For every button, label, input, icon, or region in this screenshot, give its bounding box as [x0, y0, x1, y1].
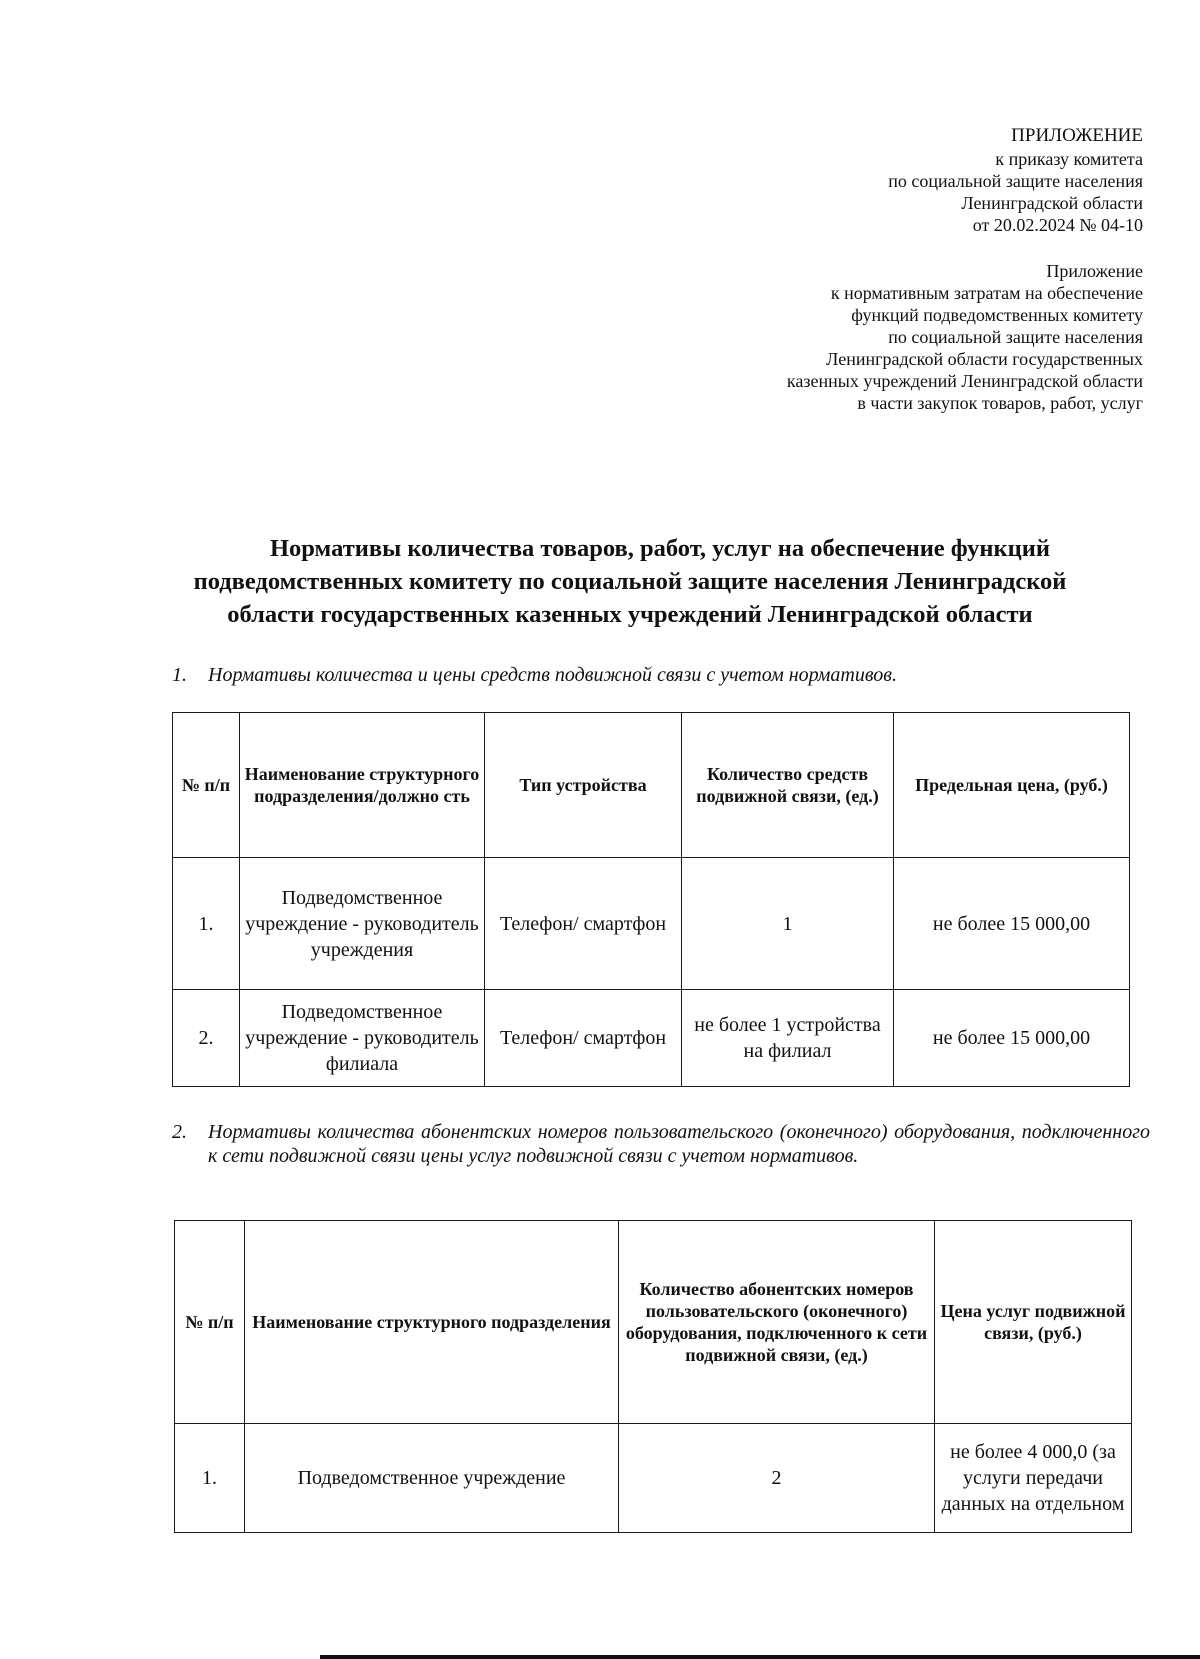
row-number: 2. [173, 990, 240, 1087]
row-number: 1. [175, 1424, 245, 1533]
header-cell: № п/п [175, 1221, 245, 1424]
header-cell: Предельная цена, (руб.) [894, 713, 1130, 858]
approval-line: Ленинградской области [961, 193, 1143, 213]
title-line: Нормативы количества товаров, работ, услуг на обеспечение функций [270, 535, 1050, 562]
section-number: 2. [172, 1121, 187, 1143]
price-cell: не более 15 000,00 [894, 858, 1130, 990]
position-cell: Подведомственное учреждение - руководитель филиала [240, 990, 485, 1087]
device-type-cell: Телефон/ смартфон [485, 990, 682, 1087]
section-text: Нормативы количества и цены средств подвижной связи с учетом нормативов. [208, 664, 897, 686]
annex-line: функций подведомственных комитету [851, 305, 1143, 325]
title-line: области государственных казенных учреждений Ленинградской области [227, 601, 1033, 628]
section-text: Нормативы количества абонентских номеров пользовательского (оконечного) оборудования, подключенного к сети подвижной связи цены услуг подвижной связи с учетом нормативов. [208, 1121, 1150, 1167]
row-number: 1. [173, 858, 240, 990]
annex-heading: Приложение [1046, 261, 1143, 281]
header-cell: Количество средств подвижной связи, (ед.) [682, 713, 894, 858]
annex-block [787, 260, 1143, 414]
table-row [175, 1424, 1132, 1533]
document-title [120, 532, 1140, 631]
subscriber-numbers-table [174, 1220, 1132, 1533]
approval-date-number: от 20.02.2024 № 04-10 [972, 215, 1143, 235]
quantity-cell: 1 [682, 858, 894, 990]
table-header-row [173, 713, 1130, 858]
annex-line: Ленинградской области государственных [826, 349, 1143, 369]
table-row [173, 990, 1130, 1087]
quantity-cell: 2 [619, 1424, 935, 1533]
table-header-row [175, 1221, 1132, 1424]
quantity-cell: не более 1 устройства на филиал [682, 990, 894, 1087]
section-number: 1. [172, 664, 187, 686]
approval-heading: ПРИЛОЖЕНИЕ [1011, 125, 1143, 146]
header-cell: Цена услуг подвижной связи, (руб.) [935, 1221, 1132, 1424]
table-row [173, 858, 1130, 990]
page-bottom-rule [320, 1655, 1200, 1659]
title-line: подведомственных комитету по социальной защите населения Ленинградской [193, 568, 1067, 595]
approval-line: по социальной защите населения [888, 171, 1143, 191]
subdivision-cell: Подведомственное учреждение [245, 1424, 619, 1533]
annex-line: к нормативным затратам на обеспечение [830, 283, 1143, 303]
annex-line: казенных учреждений Ленинградской области [786, 371, 1143, 391]
position-cell: Подведомственное учреждение - руководитель учреждения [240, 858, 485, 990]
mobile-devices-table [172, 712, 1130, 1087]
approval-block [888, 125, 1143, 236]
section-2-heading [172, 1120, 1150, 1168]
header-cell: Количество абонентских номеров пользовательского (оконечного) оборудования, подключенного к сети подвижной связи, (ед.) [619, 1221, 935, 1424]
header-cell: Наименование структурного подразделения [245, 1221, 619, 1424]
annex-line: в части закупок товаров, работ, услуг [857, 393, 1143, 413]
device-type-cell: Телефон/ смартфон [485, 858, 682, 990]
annex-line: по социальной защите населения [888, 327, 1143, 347]
price-cell: не более 15 000,00 [894, 990, 1130, 1087]
price-cell: не более 4 000,0 (за услуги передачи данных на отдельном [935, 1424, 1132, 1533]
header-cell: Тип устройства [485, 713, 682, 858]
header-cell: № п/п [173, 713, 240, 858]
header-cell: Наименование структурного подразделения/должно сть [240, 713, 485, 858]
approval-line: к приказу комитета [995, 149, 1143, 169]
